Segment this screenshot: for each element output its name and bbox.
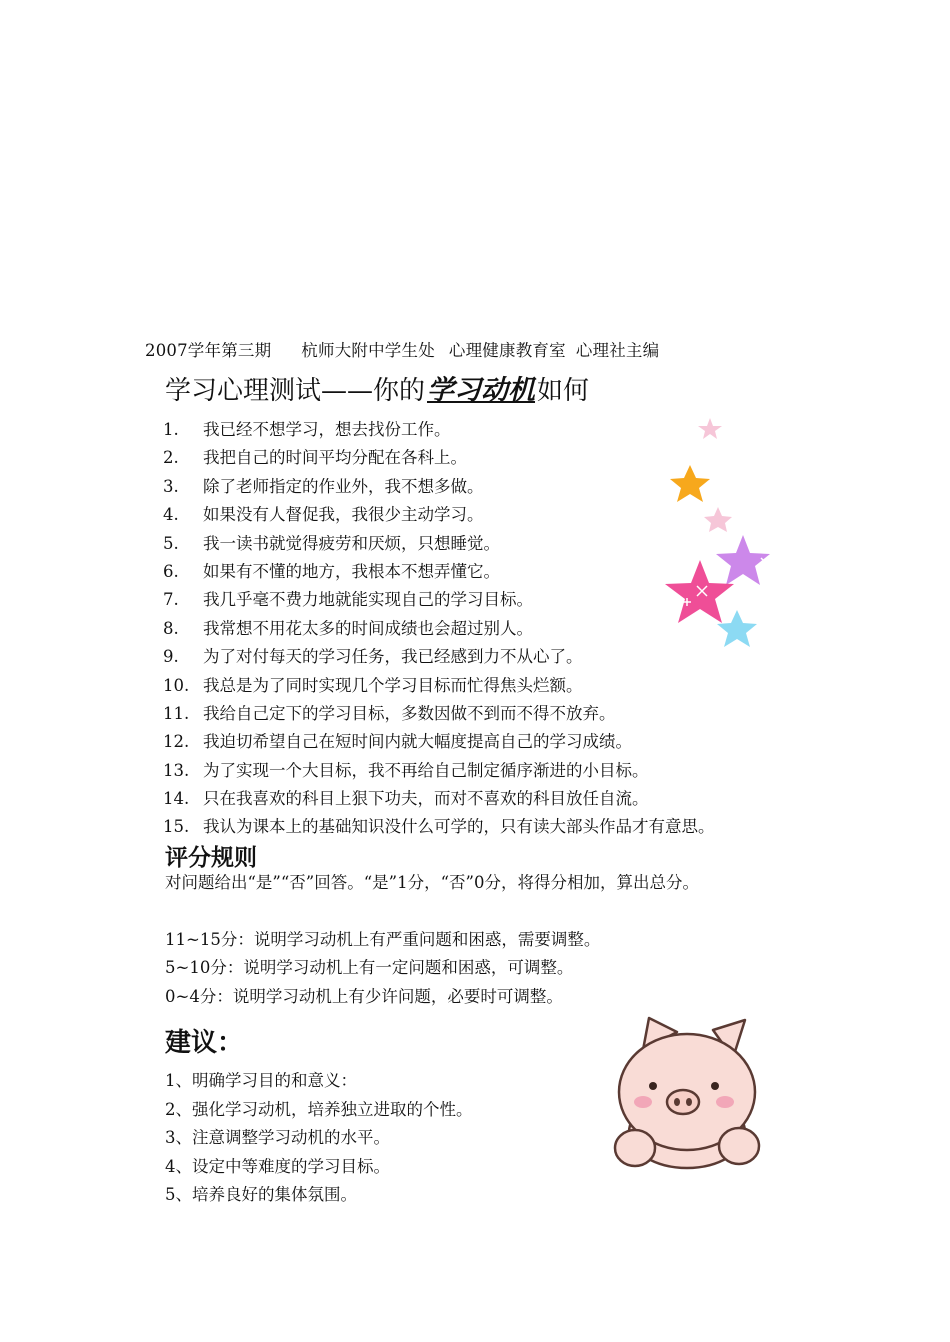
question-text: 除了老师指定的作业外，我不想多做。 [203, 476, 484, 496]
pig-foot-right [719, 1128, 759, 1164]
pig-cheek-left [634, 1096, 652, 1108]
question-item [163, 785, 715, 813]
question-item [163, 728, 715, 756]
title-suffix: 如何 [537, 376, 590, 406]
pig-eye-left [649, 1082, 657, 1090]
question-text: 如果没有人督促我，我很少主动学习。 [203, 505, 484, 525]
header-editor: 心理社主编 [575, 341, 660, 360]
header-school: 杭师大附中学生处 [301, 341, 435, 360]
scoring-rule: 5~10分：说明学习动机上有一定问题和困惑，可调整。 [165, 958, 574, 978]
pig-snout [667, 1090, 699, 1114]
question-item [163, 813, 715, 841]
question-item [163, 757, 715, 785]
pig-nostril [674, 1098, 680, 1106]
question-text: 只在我喜欢的科目上狠下功夫，而对不喜欢的科目放任自流。 [203, 789, 649, 809]
question-item [163, 501, 715, 529]
star-shape [670, 465, 710, 502]
header-term: 2007学年第三期 [145, 341, 272, 360]
question-number: 11. [163, 703, 190, 723]
question-number: 2. [163, 448, 179, 468]
pig-eye-right [711, 1082, 719, 1090]
question-item [163, 586, 715, 614]
advice-item: 1、明确学习目的和意义： [165, 1071, 357, 1090]
question-item [163, 558, 715, 586]
question-item [163, 530, 715, 558]
question-text: 我迫切希望自己在短时间内就大幅度提高自己的学习成绩。 [203, 732, 632, 752]
pig-nostril [686, 1098, 692, 1106]
scoring-heading: 评分规则 [165, 845, 257, 871]
question-text: 我给自己定下的学习目标，多数因做不到而不得不放弃。 [203, 703, 616, 723]
question-item [163, 416, 715, 444]
question-item [163, 700, 715, 728]
question-text: 我把自己的时间平均分配在各科上。 [203, 448, 467, 468]
question-item [163, 473, 715, 501]
pig-cheek-right [716, 1096, 734, 1108]
question-text: 为了对付每天的学习任务，我已经感到力不从心了。 [203, 647, 583, 667]
document-header [145, 337, 659, 361]
question-text: 我认为课本上的基础知识没什么可学的，只有读大部头作品才有意思。 [203, 817, 715, 837]
star-shape [665, 560, 734, 623]
question-item [163, 615, 715, 643]
star-shape [704, 507, 732, 532]
question-text: 我一读书就觉得疲劳和厌烦，只想睡觉。 [203, 533, 500, 553]
question-number: 5. [163, 533, 179, 553]
question-number: 15. [163, 817, 190, 837]
question-number: 4. [163, 505, 179, 525]
title-prefix: 学习心理测试——你的 [165, 376, 426, 406]
question-number: 1. [163, 420, 179, 439]
star-shape [716, 535, 770, 585]
question-number: 6. [163, 561, 179, 581]
question-text: 我几乎毫不费力地就能实现自己的学习目标。 [203, 590, 533, 610]
scoring-rule: 0~4分：说明学习动机上有少许问题，必要时可调整。 [165, 986, 563, 1006]
advice-item: 5、培养良好的集体氛围。 [165, 1185, 357, 1205]
pig-foot-left [615, 1130, 655, 1166]
question-number: 9. [163, 647, 179, 667]
question-number: 3. [163, 476, 179, 496]
scoring-rule: 11~15分：说明学习动机上有严重问题和困惑，需要调整。 [165, 930, 601, 949]
advice-item: 4、设定中等难度的学习目标。 [165, 1156, 390, 1176]
question-number: 7. [163, 590, 179, 610]
question-number: 14. [163, 789, 190, 809]
advice-item: 2、强化学习动机，培养独立进取的个性。 [165, 1099, 473, 1119]
title-emphasis: 学习动机 [427, 375, 536, 406]
advice-item: 3、注意调整学习动机的水平。 [165, 1128, 390, 1148]
question-text: 如果有不懂的地方，我根本不想弄懂它。 [203, 561, 500, 581]
page-title [165, 368, 589, 407]
pig-clipart-icon [605, 1010, 765, 1175]
question-text: 我已经不想学习，想去找份工作。 [203, 420, 451, 439]
question-number: 10. [163, 675, 190, 695]
star-shape [717, 610, 757, 647]
question-item [163, 643, 715, 671]
question-text: 为了实现一个大目标，我不再给自己制定循序渐进的小目标。 [203, 760, 649, 780]
star-shape [698, 418, 722, 439]
question-number: 12. [163, 732, 190, 752]
stars-clipart-icon [645, 410, 785, 670]
question-item [163, 444, 715, 472]
question-item [163, 672, 715, 700]
scoring-rules [165, 926, 600, 1011]
question-text: 我总是为了同时实现几个学习目标而忙得焦头烂额。 [203, 675, 583, 695]
header-office: 心理健康教育室 [448, 341, 566, 360]
question-number: 13. [163, 760, 190, 780]
advice-list [165, 1067, 473, 1210]
question-text: 我常想不用花太多的时间成绩也会超过别人。 [203, 618, 533, 638]
question-number: 8. [163, 618, 179, 638]
advice-heading: 建议： [165, 1028, 244, 1058]
question-list [163, 416, 715, 842]
scoring-description: 对问题给出“是”“否”回答。“是”1分，“否”0分，将得分相加，算出总分。 [165, 873, 699, 892]
